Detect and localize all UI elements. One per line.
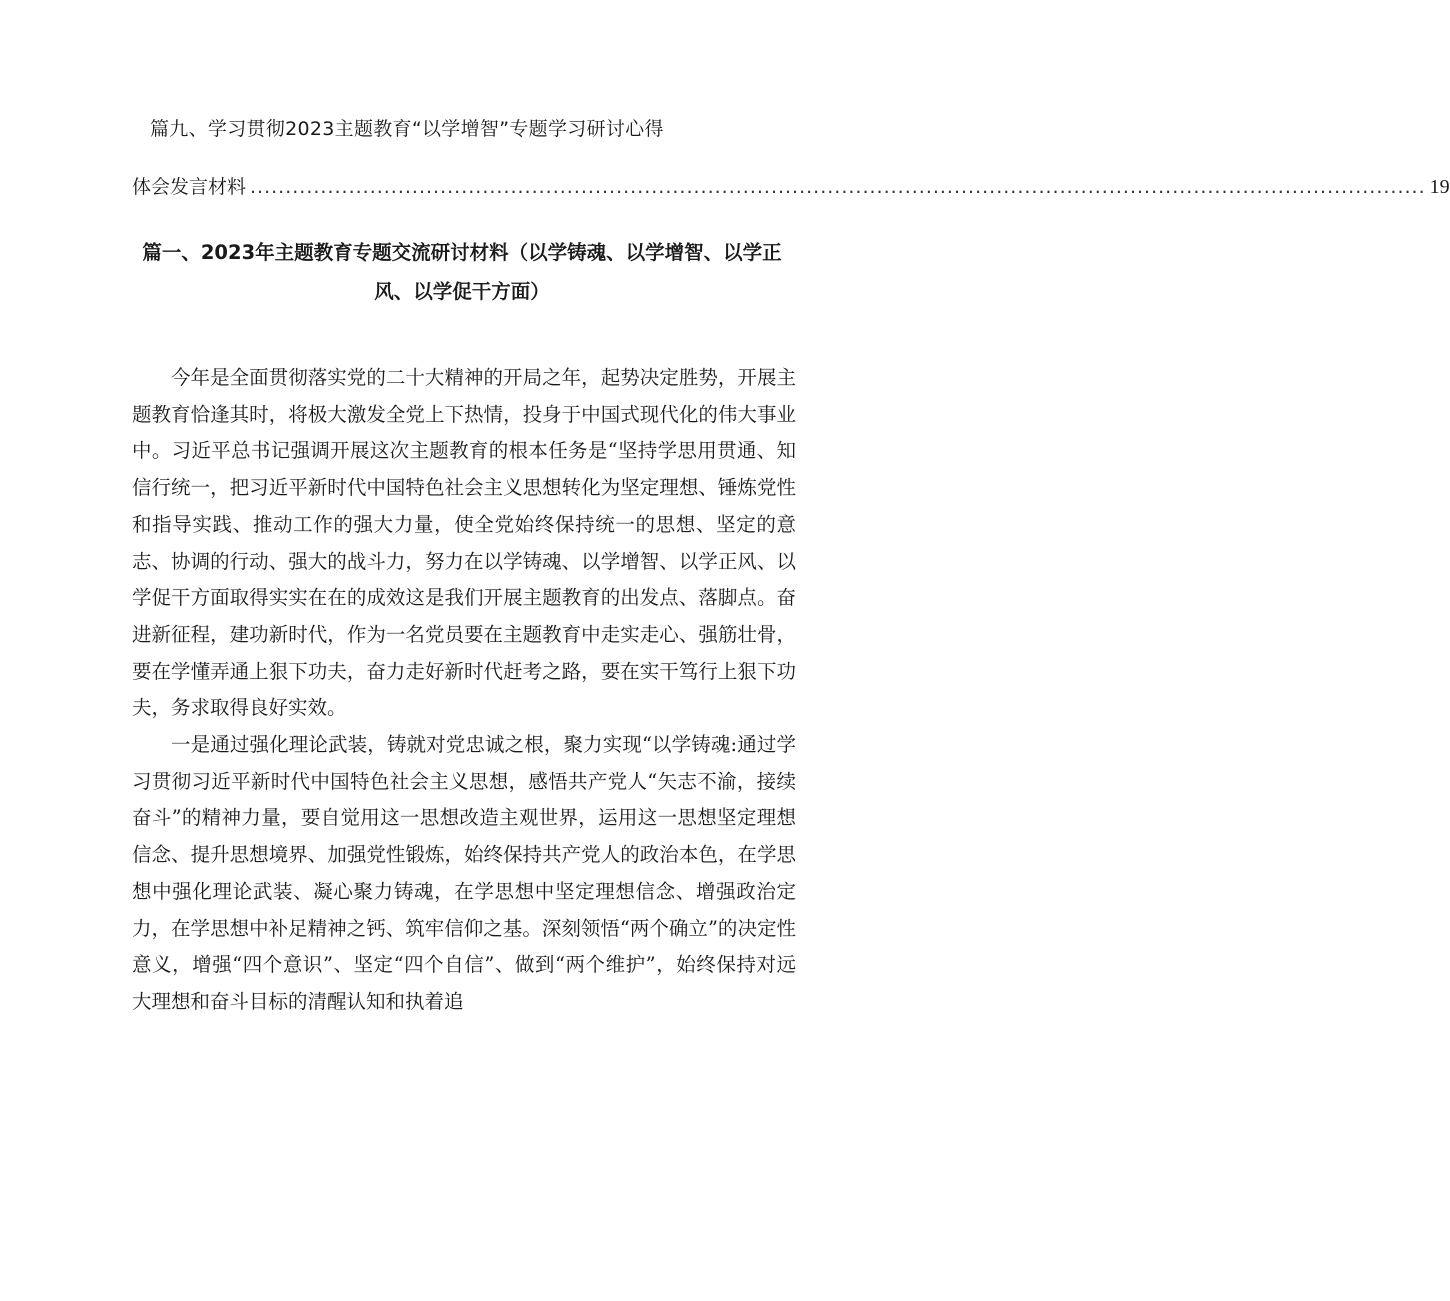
toc-page-number: 19 bbox=[1429, 176, 1450, 198]
article-body bbox=[132, 360, 796, 1021]
body-paragraph: 一是通过强化理论武装，铸就对党忠诚之根，聚力实现“以学铸魂:通过学习贯彻习近平新时代中国特色社会主义思想，感悟共产党人“矢志不渝，接续奋斗”的精神力量，要自觉用这一思想改造主观世界，运用这一思想坚定理想信念、提升思想境界、加强党性锻炼，始终保持共产党人的政治本色，在学思想中强化理论武装、凝心聚力铸魂，在学思想中坚定理想信念、增强政治定力，在学思想中补足精神之钙、筑牢信仰之基。深刻领悟“两个确立”的决定性意义，增强“四个意识”、坚定“四个自信”、做到“两个维护”，始终保持对远大理想和奋斗目标的清醒认知和执着追 bbox=[132, 733, 796, 1013]
toc-entry-9-continuation bbox=[132, 172, 1450, 199]
toc-entry-9-title: 篇九、学习贯彻2023主题教育“以学增智”专题学习研讨心得 bbox=[150, 118, 664, 140]
toc-entry-9-title-end: 体会发言材料 bbox=[132, 176, 247, 198]
toc-leader-dots: ....................................................................................................................................................................... bbox=[250, 176, 1426, 198]
article-heading: 篇一、2023年主题教育专题交流研讨材料（以学铸魂、以学增智、以学正风、以学促干方面） bbox=[142, 241, 782, 303]
body-paragraph: 今年是全面贯彻落实党的二十大精神的开局之年，起势决定胜势，开展主题教育恰逢其时，将极大激发全党上下热情，投身于中国式现代化的伟大事业中。习近平总书记强调开展这次主题教育的根本任务是“坚持学思用贯通、知信行统一，把习近平新时代中国特色社会主义思想转化为坚定理想、锤炼党性和指导实践、推动工作的强大力量，使全党始终保持统一的思想、坚定的意志、协调的行动、强大的战斗力，努力在以学铸魂、以学增智、以学正风、以学促干方面取得实实在在的成效这是我们开展主题教育的出发点、落脚点。奋进新征程，建功新时代，作为一名党员要在主题教育中走实走心、强筋壮骨，要在学懂弄通上狠下功夫，奋力走好新时代赶考之路，要在实干笃行上狠下功夫，务求取得良好实效。 bbox=[132, 366, 796, 720]
